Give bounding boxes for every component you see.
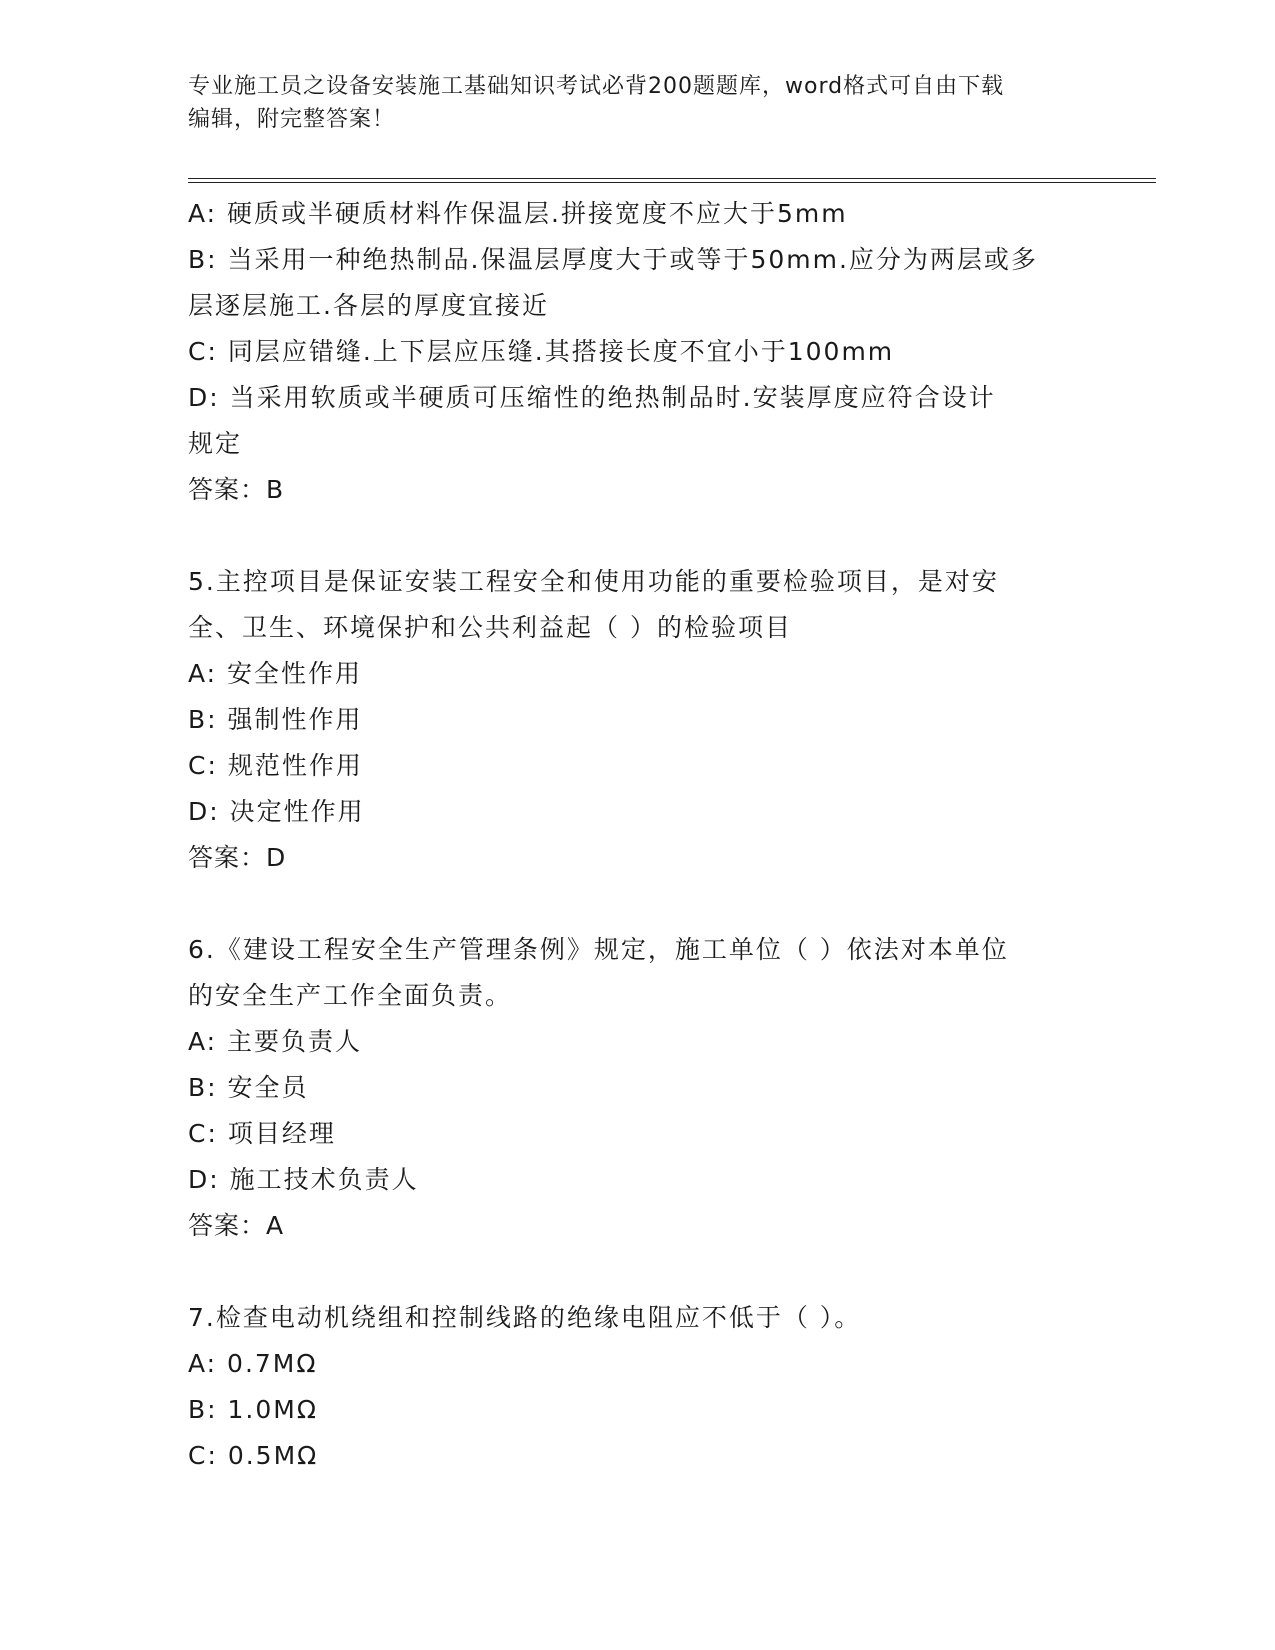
question-4	[188, 191, 1088, 513]
header-title-line-1: 专业施工员之设备安装施工基础知识考试必背200题题库，word格式可自由下载	[188, 74, 1005, 99]
option-d: D: 施工技术负责人	[188, 1165, 419, 1194]
header-divider-bottom	[188, 182, 1156, 183]
option-a: A: 0.7MΩ	[188, 1349, 318, 1378]
option-d: D: 当采用软质或半硬质可压缩性的绝热制品时.安装厚度应符合设计	[188, 383, 996, 412]
option-a: A: 安全性作用	[188, 659, 363, 688]
option-b-continued: 层逐层施工.各层的厚度宜接近	[188, 291, 549, 320]
option-b: B: 安全员	[188, 1073, 309, 1102]
option-a: A: 硬质或半硬质材料作保温层.拼接宽度不应大于5mm	[188, 199, 848, 228]
option-a: A: 主要负责人	[188, 1027, 363, 1056]
answer: 答案：B	[188, 475, 285, 504]
spacer	[188, 1249, 1088, 1295]
question-list	[188, 191, 1088, 1479]
spacer	[188, 513, 1088, 559]
option-c: C: 规范性作用	[188, 751, 363, 780]
question-6	[188, 927, 1088, 1249]
option-c: C: 项目经理	[188, 1119, 336, 1148]
option-d-continued: 规定	[188, 429, 243, 458]
option-c: C: 0.5MΩ	[188, 1441, 319, 1470]
question-stem-line-1: 6.《建设工程安全生产管理条例》规定，施工单位（ ）依法对本单位	[188, 935, 1009, 964]
spacer	[188, 881, 1088, 927]
option-d: D: 决定性作用	[188, 797, 365, 826]
question-stem-line-2: 全、卫生、环境保护和公共利益起（ ）的检验项目	[188, 613, 792, 642]
question-5	[188, 559, 1088, 881]
answer: 答案：D	[188, 843, 287, 872]
question-7	[188, 1295, 1088, 1479]
document-header	[188, 70, 1088, 136]
option-b: B: 1.0MΩ	[188, 1395, 318, 1424]
option-b: B: 强制性作用	[188, 705, 363, 734]
answer: 答案：A	[188, 1211, 285, 1240]
question-stem-line-1: 5.主控项目是保证安装工程安全和使用功能的重要检验项目，是对安	[188, 567, 999, 596]
question-stem-line-1: 7.检查电动机绕组和控制线路的绝缘电阻应不低于（ ）。	[188, 1303, 862, 1332]
question-stem-line-2: 的安全生产工作全面负责。	[188, 981, 513, 1010]
header-divider-top	[188, 178, 1156, 179]
option-b: B: 当采用一种绝热制品.保温层厚度大于或等于50mm.应分为两层或多	[188, 245, 1038, 274]
header-title-line-2: 编辑，附完整答案！	[188, 107, 396, 132]
option-c: C: 同层应错缝.上下层应压缝.其搭接长度不宜小于100mm	[188, 337, 895, 366]
